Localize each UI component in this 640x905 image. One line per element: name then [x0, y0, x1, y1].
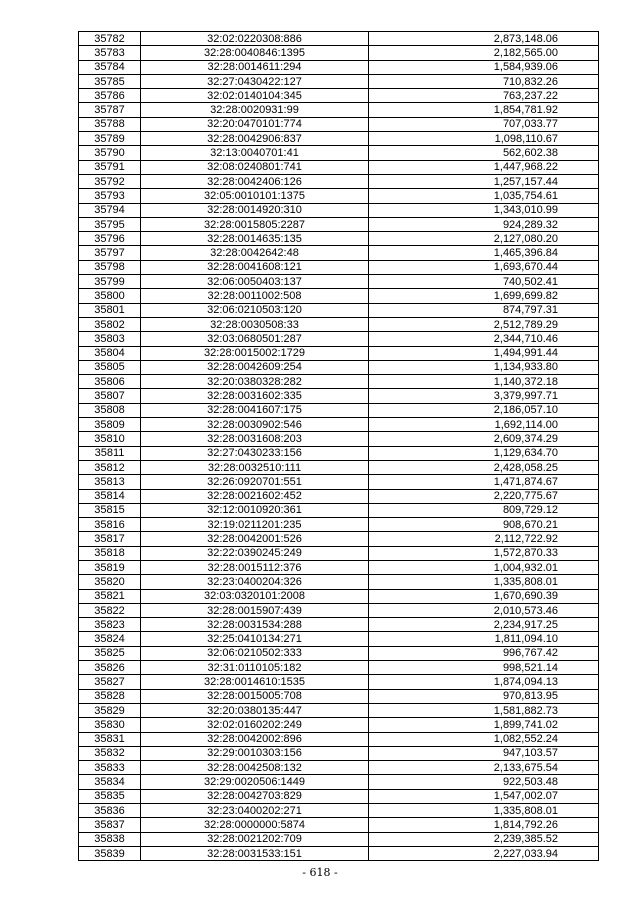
cadastral-value-table	[78, 31, 599, 861]
row-number-cell: 35789	[79, 132, 141, 146]
value-cell: 1,098,110.67	[369, 132, 599, 146]
value-cell: 1,692,114.00	[369, 418, 599, 432]
row-number-cell: 35807	[79, 389, 141, 403]
table-row	[79, 632, 599, 646]
cadastral-number-cell: 32:08:0240801:741	[141, 160, 369, 174]
row-number-cell: 35788	[79, 117, 141, 131]
cadastral-number-cell: 32:26:0920701:551	[141, 475, 369, 489]
row-number-cell: 35829	[79, 703, 141, 717]
table-row	[79, 418, 599, 432]
value-cell: 3,379,997.71	[369, 389, 599, 403]
row-number-cell: 35811	[79, 446, 141, 460]
table-row	[79, 146, 599, 160]
table-row	[79, 661, 599, 675]
value-cell: 1,471,874.67	[369, 475, 599, 489]
cadastral-number-cell: 32:23:0400204:326	[141, 575, 369, 589]
cadastral-number-cell: 32:28:0042406:126	[141, 174, 369, 188]
table-row	[79, 475, 599, 489]
table-row	[79, 160, 599, 174]
table-row	[79, 503, 599, 517]
cadastral-number-cell: 32:28:0020931:99	[141, 103, 369, 117]
row-number-cell: 35834	[79, 775, 141, 789]
cadastral-number-cell: 32:28:0031534:288	[141, 618, 369, 632]
table-row	[79, 375, 599, 389]
table-row	[79, 532, 599, 546]
row-number-cell: 35797	[79, 246, 141, 260]
row-number-cell: 35791	[79, 160, 141, 174]
row-number-cell: 35835	[79, 789, 141, 803]
table-row	[79, 775, 599, 789]
cadastral-number-cell: 32:29:0020506:1449	[141, 775, 369, 789]
table-row	[79, 746, 599, 760]
table-row	[79, 603, 599, 617]
cadastral-number-cell: 32:03:0680501:287	[141, 332, 369, 346]
value-cell: 1,693,670.44	[369, 260, 599, 274]
value-cell: 2,344,710.46	[369, 332, 599, 346]
value-cell: 562,602.38	[369, 146, 599, 160]
row-number-cell: 35826	[79, 661, 141, 675]
value-cell: 922,503.48	[369, 775, 599, 789]
table-row	[79, 346, 599, 360]
value-cell: 1,129,634.70	[369, 446, 599, 460]
row-number-cell: 35785	[79, 74, 141, 88]
table-row	[79, 489, 599, 503]
table-row	[79, 332, 599, 346]
row-number-cell: 35828	[79, 689, 141, 703]
value-cell: 707,033.77	[369, 117, 599, 131]
table-row	[79, 203, 599, 217]
cadastral-number-cell: 32:06:0210503:120	[141, 303, 369, 317]
cadastral-number-cell: 32:05:0010101:1375	[141, 189, 369, 203]
cadastral-number-cell: 32:28:0030902:546	[141, 418, 369, 432]
cadastral-number-cell: 32:28:0042642:48	[141, 246, 369, 260]
cadastral-number-cell: 32:28:0042002:896	[141, 732, 369, 746]
table-row	[79, 246, 599, 260]
value-cell: 1,670,690.39	[369, 589, 599, 603]
value-cell: 947,103.57	[369, 746, 599, 760]
value-cell: 1,494,991.44	[369, 346, 599, 360]
table-row	[79, 289, 599, 303]
table-row	[79, 575, 599, 589]
row-number-cell: 35787	[79, 103, 141, 117]
row-number-cell: 35808	[79, 403, 141, 417]
value-cell: 1,581,882.73	[369, 703, 599, 717]
value-cell: 996,767.42	[369, 646, 599, 660]
table-row	[79, 689, 599, 703]
value-cell: 1,465,396.84	[369, 246, 599, 260]
row-number-cell: 35783	[79, 46, 141, 60]
table-row	[79, 818, 599, 832]
row-number-cell: 35782	[79, 32, 141, 46]
row-number-cell: 35820	[79, 575, 141, 589]
row-number-cell: 35816	[79, 518, 141, 532]
value-cell: 1,584,939.06	[369, 60, 599, 74]
row-number-cell: 35795	[79, 217, 141, 231]
row-number-cell: 35815	[79, 503, 141, 517]
cadastral-number-cell: 32:28:0000000:5874	[141, 818, 369, 832]
row-number-cell: 35838	[79, 832, 141, 846]
cadastral-number-cell: 32:28:0040846:1395	[141, 46, 369, 60]
value-cell: 874,797.31	[369, 303, 599, 317]
cadastral-number-cell: 32:06:0050403:137	[141, 275, 369, 289]
row-number-cell: 35804	[79, 346, 141, 360]
table-row	[79, 360, 599, 374]
cadastral-number-cell: 32:28:0021602:452	[141, 489, 369, 503]
value-cell: 1,899,741.02	[369, 718, 599, 732]
value-cell: 763,237.22	[369, 89, 599, 103]
cadastral-number-cell: 32:13:0040701:41	[141, 146, 369, 160]
row-number-cell: 35799	[79, 275, 141, 289]
table-row	[79, 132, 599, 146]
table-row	[79, 117, 599, 131]
row-number-cell: 35792	[79, 174, 141, 188]
row-number-cell: 35822	[79, 603, 141, 617]
value-cell: 2,010,573.46	[369, 603, 599, 617]
value-cell: 924,289.32	[369, 217, 599, 231]
row-number-cell: 35806	[79, 375, 141, 389]
table-row	[79, 718, 599, 732]
table-row	[79, 703, 599, 717]
value-cell: 1,874,094.13	[369, 675, 599, 689]
table-row	[79, 174, 599, 188]
row-number-cell: 35824	[79, 632, 141, 646]
cadastral-number-cell: 32:28:0030508:33	[141, 317, 369, 331]
cadastral-number-cell: 32:20:0380135:447	[141, 703, 369, 717]
row-number-cell: 35833	[79, 761, 141, 775]
cadastral-number-cell: 32:22:0390245:249	[141, 546, 369, 560]
row-number-cell: 35836	[79, 804, 141, 818]
cadastral-number-cell: 32:20:0380328:282	[141, 375, 369, 389]
cadastral-number-cell: 32:27:0430233:156	[141, 446, 369, 460]
table-row	[79, 646, 599, 660]
value-cell: 1,547,002.07	[369, 789, 599, 803]
row-number-cell: 35810	[79, 432, 141, 446]
table-row	[79, 89, 599, 103]
value-cell: 1,035,754.61	[369, 189, 599, 203]
cadastral-number-cell: 32:28:0014920:310	[141, 203, 369, 217]
value-cell: 1,335,808.01	[369, 804, 599, 818]
value-cell: 1,140,372.18	[369, 375, 599, 389]
value-cell: 1,257,157.44	[369, 174, 599, 188]
cadastral-number-cell: 32:28:0041607:175	[141, 403, 369, 417]
value-cell: 710,832.26	[369, 74, 599, 88]
cadastral-number-cell: 32:02:0140104:345	[141, 89, 369, 103]
cadastral-number-cell: 32:28:0032510:111	[141, 460, 369, 474]
row-number-cell: 35796	[79, 232, 141, 246]
row-number-cell: 35821	[79, 589, 141, 603]
table-row	[79, 518, 599, 532]
cadastral-number-cell: 32:28:0014635:135	[141, 232, 369, 246]
cadastral-number-cell: 32:27:0430422:127	[141, 74, 369, 88]
row-number-cell: 35802	[79, 317, 141, 331]
row-number-cell: 35825	[79, 646, 141, 660]
value-cell: 809,729.12	[369, 503, 599, 517]
table-row	[79, 32, 599, 46]
row-number-cell: 35832	[79, 746, 141, 760]
table-row	[79, 846, 599, 860]
table-row	[79, 403, 599, 417]
value-cell: 1,699,699.82	[369, 289, 599, 303]
cadastral-number-cell: 32:28:0042906:837	[141, 132, 369, 146]
table-row	[79, 389, 599, 403]
value-cell: 2,127,080.20	[369, 232, 599, 246]
table-row	[79, 103, 599, 117]
table-row	[79, 546, 599, 560]
cadastral-number-cell: 32:28:0042703:829	[141, 789, 369, 803]
value-cell: 1,572,870.33	[369, 546, 599, 560]
value-cell: 2,227,033.94	[369, 846, 599, 860]
value-cell: 970,813.95	[369, 689, 599, 703]
table-row	[79, 317, 599, 331]
value-cell: 2,112,722.92	[369, 532, 599, 546]
value-cell: 2,186,057.10	[369, 403, 599, 417]
table-row	[79, 303, 599, 317]
table-row	[79, 732, 599, 746]
cadastral-number-cell: 32:20:0470101:774	[141, 117, 369, 131]
row-number-cell: 35809	[79, 418, 141, 432]
table-row	[79, 217, 599, 231]
value-cell: 998,521.14	[369, 661, 599, 675]
value-cell: 908,670.21	[369, 518, 599, 532]
cadastral-number-cell: 32:28:0014610:1535	[141, 675, 369, 689]
value-cell: 2,133,675.54	[369, 761, 599, 775]
table-row	[79, 761, 599, 775]
table-body	[79, 32, 599, 861]
row-number-cell: 35812	[79, 460, 141, 474]
cadastral-number-cell: 32:19:0211201:235	[141, 518, 369, 532]
cadastral-number-cell: 32:03:0320101:2008	[141, 589, 369, 603]
value-cell: 1,343,010.99	[369, 203, 599, 217]
row-number-cell: 35813	[79, 475, 141, 489]
value-cell: 1,447,968.22	[369, 160, 599, 174]
row-number-cell: 35837	[79, 818, 141, 832]
table-row	[79, 675, 599, 689]
table-row	[79, 618, 599, 632]
cadastral-number-cell: 32:28:0042001:526	[141, 532, 369, 546]
value-cell: 2,182,565.00	[369, 46, 599, 60]
value-cell: 2,234,917.25	[369, 618, 599, 632]
cadastral-number-cell: 32:28:0015907:439	[141, 603, 369, 617]
row-number-cell: 35805	[79, 360, 141, 374]
cadastral-number-cell: 32:29:0010303:156	[141, 746, 369, 760]
table-row	[79, 789, 599, 803]
cadastral-number-cell: 32:28:0031608:203	[141, 432, 369, 446]
value-cell: 1,004,932.01	[369, 560, 599, 574]
cadastral-number-cell: 32:06:0210502:333	[141, 646, 369, 660]
page-number: - 618 -	[302, 866, 338, 879]
cadastral-number-cell: 32:23:0400202:271	[141, 804, 369, 818]
table-row	[79, 46, 599, 60]
value-cell: 2,239,385.52	[369, 832, 599, 846]
value-cell: 2,220,775.67	[369, 489, 599, 503]
cadastral-number-cell: 32:28:0011002:508	[141, 289, 369, 303]
cadastral-number-cell: 32:31:0110105:182	[141, 661, 369, 675]
row-number-cell: 35803	[79, 332, 141, 346]
cadastral-number-cell: 32:28:0015005:708	[141, 689, 369, 703]
cadastral-number-cell: 32:12:0010920:361	[141, 503, 369, 517]
cadastral-number-cell: 32:28:0042508:132	[141, 761, 369, 775]
row-number-cell: 35784	[79, 60, 141, 74]
row-number-cell: 35798	[79, 260, 141, 274]
table-row	[79, 804, 599, 818]
table-row	[79, 589, 599, 603]
table-row	[79, 232, 599, 246]
value-cell: 740,502.41	[369, 275, 599, 289]
cadastral-number-cell: 32:25:0410134:271	[141, 632, 369, 646]
table-row	[79, 260, 599, 274]
table-row	[79, 446, 599, 460]
table-row	[79, 560, 599, 574]
row-number-cell: 35818	[79, 546, 141, 560]
row-number-cell: 35831	[79, 732, 141, 746]
row-number-cell: 35830	[79, 718, 141, 732]
table-row	[79, 432, 599, 446]
cadastral-number-cell: 32:28:0015805:2287	[141, 217, 369, 231]
value-cell: 1,854,781.92	[369, 103, 599, 117]
row-number-cell: 35827	[79, 675, 141, 689]
row-number-cell: 35839	[79, 846, 141, 860]
value-cell: 2,873,148.06	[369, 32, 599, 46]
row-number-cell: 35800	[79, 289, 141, 303]
cadastral-number-cell: 32:28:0031602:335	[141, 389, 369, 403]
value-cell: 1,811,094.10	[369, 632, 599, 646]
value-cell: 1,082,552.24	[369, 732, 599, 746]
value-cell: 2,428,058.25	[369, 460, 599, 474]
row-number-cell: 35786	[79, 89, 141, 103]
table-row	[79, 832, 599, 846]
cadastral-number-cell: 32:28:0041608:121	[141, 260, 369, 274]
row-number-cell: 35790	[79, 146, 141, 160]
table-row	[79, 74, 599, 88]
cadastral-number-cell: 32:28:0014611:294	[141, 60, 369, 74]
cadastral-number-cell: 32:28:0015002:1729	[141, 346, 369, 360]
value-cell: 1,134,933.80	[369, 360, 599, 374]
value-cell: 2,512,789.29	[369, 317, 599, 331]
value-cell: 1,335,808.01	[369, 575, 599, 589]
row-number-cell: 35793	[79, 189, 141, 203]
row-number-cell: 35819	[79, 560, 141, 574]
value-cell: 2,609,374.29	[369, 432, 599, 446]
row-number-cell: 35814	[79, 489, 141, 503]
cadastral-number-cell: 32:28:0031533:151	[141, 846, 369, 860]
row-number-cell: 35823	[79, 618, 141, 632]
row-number-cell: 35794	[79, 203, 141, 217]
cadastral-number-cell: 32:02:0220308:886	[141, 32, 369, 46]
cadastral-number-cell: 32:28:0021202:709	[141, 832, 369, 846]
row-number-cell: 35817	[79, 532, 141, 546]
value-cell: 1,814,792.26	[369, 818, 599, 832]
cadastral-number-cell: 32:28:0015112:376	[141, 560, 369, 574]
table-row	[79, 189, 599, 203]
cadastral-number-cell: 32:28:0042609:254	[141, 360, 369, 374]
table-row	[79, 60, 599, 74]
table-row	[79, 275, 599, 289]
table-row	[79, 460, 599, 474]
row-number-cell: 35801	[79, 303, 141, 317]
cadastral-number-cell: 32:02:0160202:249	[141, 718, 369, 732]
